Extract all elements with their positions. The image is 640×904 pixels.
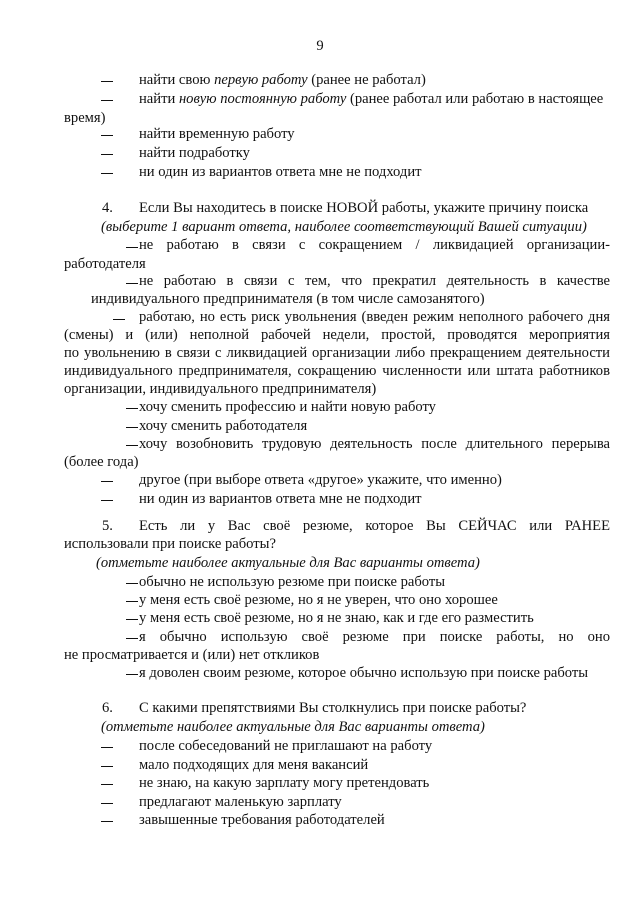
q4-option-3-line-5: организации, индивидуального предпринимателя): [64, 381, 377, 397]
q4-option-2: не работаю в связи с тем, что прекратил деятельность в качестве: [139, 273, 610, 289]
dash: [126, 247, 138, 248]
dash: [126, 674, 138, 675]
dash: [101, 784, 113, 785]
q6-option-4: предлагают маленькую зарплату: [139, 794, 342, 810]
q4-option-3-line-2: (смены) и (или) неполной рабочей недели, простой, проводятся мероприятия: [64, 327, 610, 343]
q4-option-4: хочу сменить профессию и найти новую работу: [139, 399, 436, 415]
q5-option-4-cont: не просматривается и (или) нет откликов: [64, 647, 320, 663]
q4-option-1: не работаю в связи с сокращением / ликвидацией организации-: [139, 237, 610, 253]
option-first-job: найти свою первую работу (ранее не работал): [139, 72, 426, 88]
q4-option-5: хочу сменить работодателя: [139, 418, 308, 434]
q4-title: Если Вы находитесь в поиске НОВОЙ работы, укажите причину поиска: [139, 200, 589, 216]
dash: [126, 619, 138, 620]
q4-option-6: хочу возобновить трудовую деятельность после длительного перерыва: [139, 436, 610, 452]
dash: [126, 427, 138, 428]
dash: [126, 583, 138, 584]
q6-option-5: завышенные требования работодателей: [139, 812, 385, 828]
option-temporary-job: найти временную работу: [139, 126, 295, 142]
q6-option-3: не знаю, на какую зарплату могу претендовать: [139, 775, 430, 791]
q4-option-1-cont: работодателя: [64, 256, 146, 272]
q4-option-none: ни один из вариантов ответа мне не подходит: [139, 491, 422, 507]
q5-option-2: у меня есть своё резюме, но я не уверен, что оно хорошее: [139, 592, 498, 608]
q4-option-3-line-4: индивидуального предпринимателя, сокращению численности или штата работников: [64, 363, 610, 379]
dash: [126, 445, 138, 446]
q4-option-other: другое (при выборе ответа «другое» укажите, что именно): [139, 472, 502, 488]
page-number: 9: [316, 38, 324, 54]
dash: [101, 766, 113, 767]
q5-option-5: я доволен своим резюме, которое обычно использую при поиске работы: [139, 665, 589, 681]
q4-option-3: работаю, но есть риск увольнения (введен режим неполного рабочего дня: [139, 309, 610, 325]
dash: [101, 135, 113, 136]
q4-option-3-line-3: по увольнению в связи с ликвидацией организации либо прекращением деятельности: [64, 345, 610, 361]
dash: [126, 283, 138, 284]
dash: [101, 821, 113, 822]
q6-option-2: мало подходящих для меня вакансий: [139, 757, 369, 773]
dash: [113, 319, 125, 320]
dash: [101, 173, 113, 174]
q5-title: Есть ли у Вас своё резюме, которое Вы СЕЙЧАС или РАНЕЕ: [139, 518, 610, 534]
q4-option-6-cont: (более года): [64, 454, 139, 470]
dash: [101, 747, 113, 748]
dash: [101, 500, 113, 501]
dash: [126, 638, 138, 639]
q5-title-cont: использовали при поиске работы?: [64, 536, 276, 552]
dash: [101, 481, 113, 482]
q5-option-3: у меня есть своё резюме, но я не знаю, как и где его разместить: [139, 610, 534, 626]
q5-hint: (отметьте наиболее актуальные для Вас варианты ответа): [96, 555, 480, 571]
option-new-permanent-job: найти новую постоянную работу (ранее работал или работаю в настоящее: [139, 91, 604, 107]
option-new-permanent-job-cont: время): [64, 110, 106, 126]
option-none-fits: ни один из вариантов ответа мне не подходит: [139, 164, 422, 180]
dash: [126, 408, 138, 409]
q6-title: С какими препятствиями Вы столкнулись при поиске работы?: [139, 700, 527, 716]
dash: [101, 100, 113, 101]
q6-hint: (отметьте наиболее актуальные для Вас варианты ответа): [101, 719, 485, 735]
dash: [101, 81, 113, 82]
dash: [101, 803, 113, 804]
q4-number: 4.: [102, 200, 113, 216]
q5-option-1: обычно не использую резюме при поиске работы: [139, 574, 446, 590]
q5-option-4: я обычно использую своё резюме при поиске работы, но оно: [139, 629, 610, 645]
q4-option-2-cont: индивидуального предпринимателя (в том числе самозанятого): [91, 291, 485, 307]
dash: [101, 154, 113, 155]
q4-hint: (выберите 1 вариант ответа, наиболее соответствующий Вашей ситуации): [101, 219, 587, 235]
q6-option-1: после собеседований не приглашают на работу: [139, 738, 433, 754]
option-side-job: найти подработку: [139, 145, 250, 161]
q5-number: 5.: [102, 518, 113, 534]
q6-number: 6.: [102, 700, 113, 716]
dash: [126, 601, 138, 602]
